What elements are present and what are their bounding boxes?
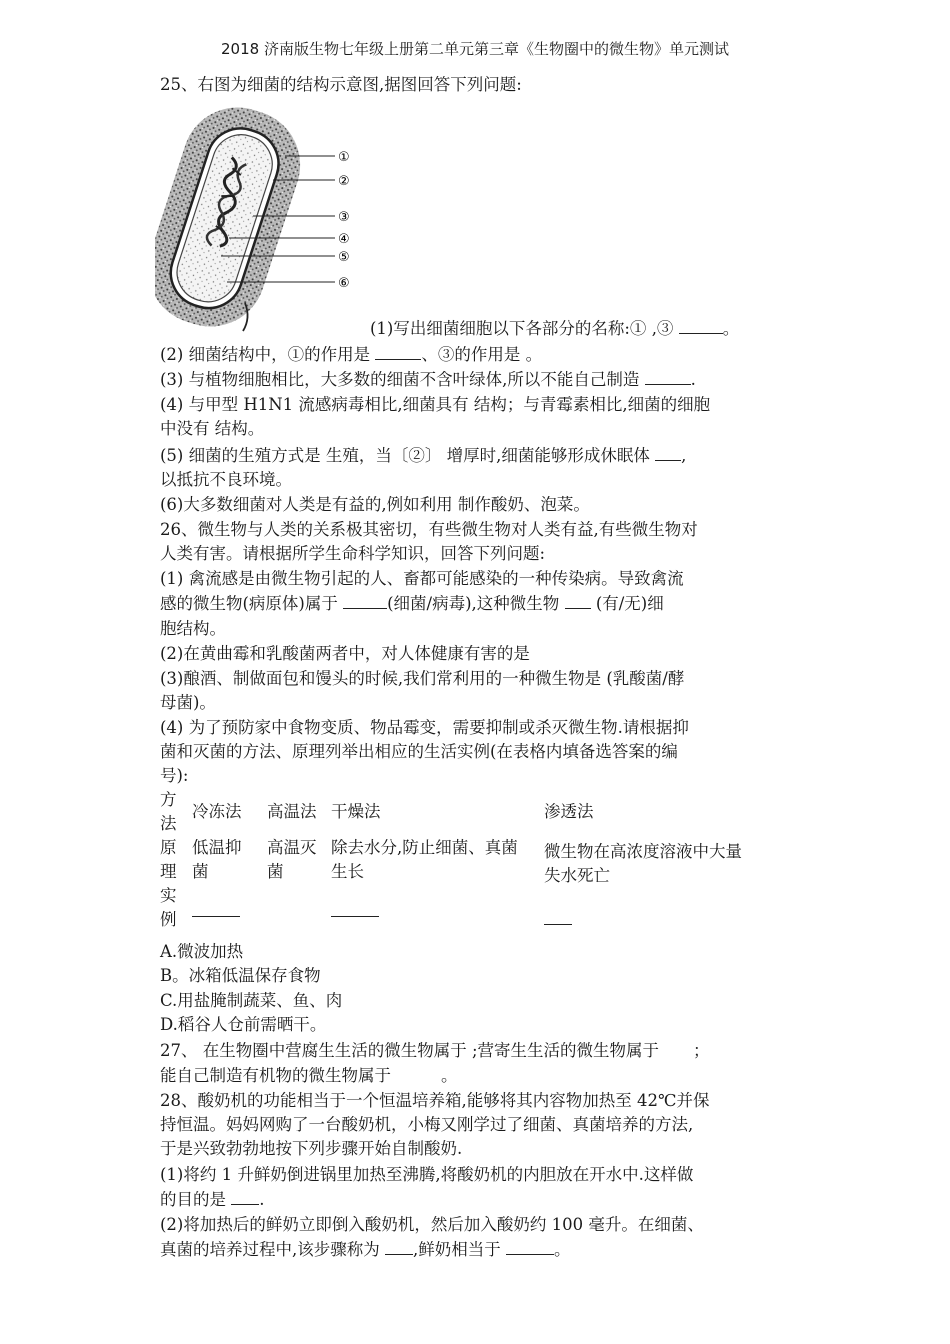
principle-cell: 除去水分,防止细菌、真菌 生长 [331, 838, 518, 881]
option-a: A.微波加热 [160, 942, 244, 961]
q26-stem-line1: 26、微生物与人类的关系极其密切，有些微生物对人类有益,有些微生物对 [160, 520, 698, 539]
q28-line1: 28、酸奶机的功能相当于一个恒温培养箱,能够将其内容物加热至 42℃并保 [160, 1091, 710, 1110]
q26-stem-line2: 人类有害。请根据所学生命科学知识，回答下列问题: [160, 544, 546, 563]
q28-part1-line1: (1)将约 1 升鲜奶倒进锅里加热至沸腾,将酸奶机的内胆放在开水中.这样做 [160, 1165, 694, 1184]
q28-line3: 于是兴致勃勃地按下列步骤开始自制酸奶. [160, 1139, 463, 1158]
q26-part1-line3: 胞结构。 [160, 619, 226, 638]
q26-part2: (2)在黄曲霉和乳酸菌两者中，对人体健康有害的是 [160, 644, 530, 663]
answer-blank[interactable] [192, 906, 240, 917]
q25-part5-line1: (5) 细菌的生殖方式是 生殖，当〔②〕 增厚时,细菌能够形成休眠体 , [160, 446, 687, 465]
principle-cell: 低温抑 菌 [192, 838, 242, 881]
q25-part6: (6)大多数细菌对人类是有益的,例如利用 制作酸奶、泡菜。 [160, 495, 590, 514]
q26-part4-line3: 号): [160, 766, 189, 785]
method-cell: 高温法 [267, 802, 317, 821]
q26-part4-line1: (4) 为了预防家中食物变质、物品霉变，需要抑制或杀灭微生物.请根据抑 [160, 718, 689, 737]
q26-part1-line1: (1) 禽流感是由微生物引起的人、畜都可能感染的一种传染病。导致禽流 [160, 569, 684, 588]
q28-line2: 持恒温。妈妈网购了一台酸奶机，小梅又刚学过了细菌、真菌培养的方法, [160, 1115, 694, 1134]
q26-part3-line1: (3)酿酒、制做面包和馒头的时候,我们常利用的一种微生物是 (乳酸菌/酵 [160, 669, 685, 688]
q25-stem: 25、右图为细菌的结构示意图,据图回答下列问题: [160, 75, 522, 94]
q26-part1-line2: 感的微生物(病原体)属于 (细菌/病毒),这种微生物 (有/无)细 [160, 594, 664, 613]
q25-part5-line2: 以抵抗不良环境。 [160, 470, 292, 489]
method-table [160, 788, 594, 932]
label-2: ② [338, 174, 350, 189]
q28-part2-line2: 真菌的培养过程中,该步骤称为 ,鲜奶相当于 。 [160, 1240, 571, 1259]
principle-cell: 高温灭 菌 [267, 838, 317, 881]
table-row-method: 方 法 冷冻法 高温法 干燥法 渗透法 [160, 788, 594, 836]
q26-part4-line2: 菌和灭菌的方法、原理列举出相应的生活实例(在表格内填备选答案的编 [160, 742, 678, 761]
q25-part3: (3) 与植物细胞相比，大多数的细菌不含叶绿体,所以不能自己制造 . [160, 370, 696, 389]
answer-blank-osmosis[interactable] [544, 910, 572, 930]
table-row-principle: 原 理 低温抑 菌 高温灭 菌 除去水分,防止细菌、真菌 生长 [160, 836, 594, 884]
label-4: ④ [338, 232, 350, 247]
q25-part4-line2: 中没有 结构。 [160, 419, 265, 438]
answer-blank[interactable] [331, 906, 379, 917]
q27-line2: 能自己制造有机物的微生物属于 。 [160, 1066, 458, 1085]
option-b: B。冰箱低温保存食物 [160, 966, 321, 985]
bacterium-diagram [155, 98, 370, 333]
q25-part1: (1)写出细菌细胞以下各部分的名称:① ,③ 。 [370, 319, 740, 338]
method-cell: 渗透法 [544, 802, 594, 821]
q26-part3-line2: 母菌)。 [160, 693, 216, 712]
q28-part1-line2: 的目的是 . [160, 1190, 265, 1209]
table-row-example: 实 例 [160, 884, 594, 932]
label-5: ⑤ [338, 250, 350, 265]
method-cell: 干燥法 [331, 802, 381, 821]
label-3: ③ [338, 210, 350, 225]
label-6: ⑥ [338, 276, 350, 291]
q25-part4-line1: (4) 与甲型 H1N1 流感病毒相比,细菌具有 结构；与青霉素相比,细菌的细胞 [160, 395, 711, 414]
q25-part2: (2) 细菌结构中，①的作用是 、③的作用是 。 [160, 345, 543, 364]
principle-cell-osmosis: 微生物在高浓度溶液中大量 失水死亡 [544, 842, 742, 885]
label-1: ① [338, 150, 350, 165]
q27-line1: 27、 在生物圈中营腐生生活的微生物属于 ;营寄生生活的微生物属于 ； [160, 1041, 710, 1060]
option-d: D.稻谷人仓前需晒干。 [160, 1015, 327, 1034]
option-c: C.用盐腌制蔬菜、鱼、肉 [160, 991, 343, 1010]
q28-part2-line1: (2)将加热后的鲜奶立即倒入酸奶机，然后加入酸奶约 100 毫升。在细菌、 [160, 1215, 704, 1234]
page-header: 2018 济南版生物七年级上册第二单元第三章《生物圈中的微生物》单元测试 [221, 40, 729, 58]
method-cell: 冷冻法 [192, 802, 242, 821]
